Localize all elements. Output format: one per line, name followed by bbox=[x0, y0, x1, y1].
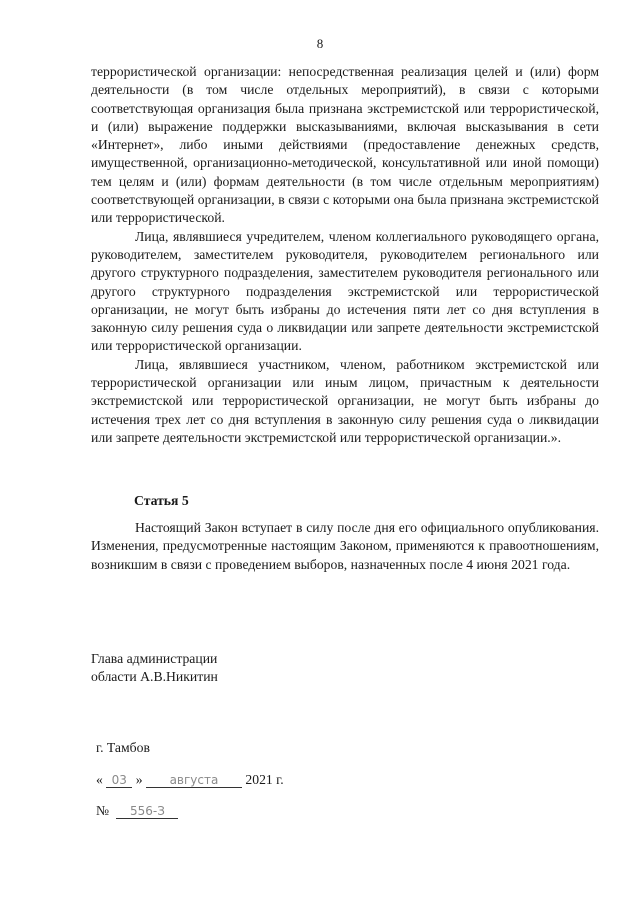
date-close-quote: » bbox=[135, 772, 143, 787]
date-month: августа bbox=[146, 773, 242, 788]
number-line bbox=[96, 803, 178, 819]
number-label: № bbox=[96, 803, 110, 818]
date-year: 2021 г. bbox=[245, 772, 284, 787]
article-heading: Статья 5 bbox=[134, 493, 189, 508]
law-number: 556-З bbox=[116, 804, 178, 819]
paragraph-continuation: террористической организации: непосредственная реализация целей и (или) форм деятельности (в том числе отдельных мероприятий), в связи с которыми соответствующая организация была признана экстремистской или террористической, и (или) выражение поддержки высказываниями, включая высказывания в сети «Интернет», либо иными действиями (предоставление денежных средств, имущественной, организационно-методической, консультативной или иной помощи) тем целям и (или) формам деятельности (в том числе отдельным мероприятиям) соответствующей организации, в связи с которыми она была признана экстремистской или террористической. bbox=[91, 64, 599, 226]
signature-block bbox=[91, 650, 218, 687]
page-number: 8 bbox=[316, 36, 324, 51]
paragraph-founders-restriction: Лица, являвшиеся учредителем, членом коллегиального руководящего органа, руководителем, заместителем руководителя, руководителем регионального или другого структурного подразделения, заместителем руководителя регионального или другого структурного подразделения экстремистской или террористической организации, не могут быть избраны до истечения пяти лет со дня вступления в законную силу решения суда о ликвидации или запрете деятельности экстремистской или террористической организации. bbox=[91, 228, 599, 354]
city: г. Тамбов bbox=[96, 740, 150, 755]
paragraph-participants-restriction: Лица, являвшиеся участником, членом, работником экстремистской или террористической организации или иным лицом, причастным к деятельности экстремистской или террористической организации, не могут быть избраны до истечения трех лет со дня вступления в законную силу решения суда о ликвидации или запрете деятельности экстремистской или террористической организации.». bbox=[91, 356, 599, 445]
article-text: Настоящий Закон вступает в силу после дня его официального опубликования. Изменения, предусмотренные настоящим Законом, применяются к правоотношениям, возникшим в связи с проведением выборов, назначенных после 4 июня 2021 года. bbox=[91, 520, 599, 572]
signature-title: Глава администрации bbox=[91, 651, 218, 666]
signature-name: области А.В.Никитин bbox=[91, 669, 218, 685]
date-line bbox=[96, 772, 284, 788]
date-open-quote: « bbox=[96, 772, 103, 787]
date-day: 03 bbox=[106, 773, 132, 788]
law-body bbox=[91, 63, 599, 447]
